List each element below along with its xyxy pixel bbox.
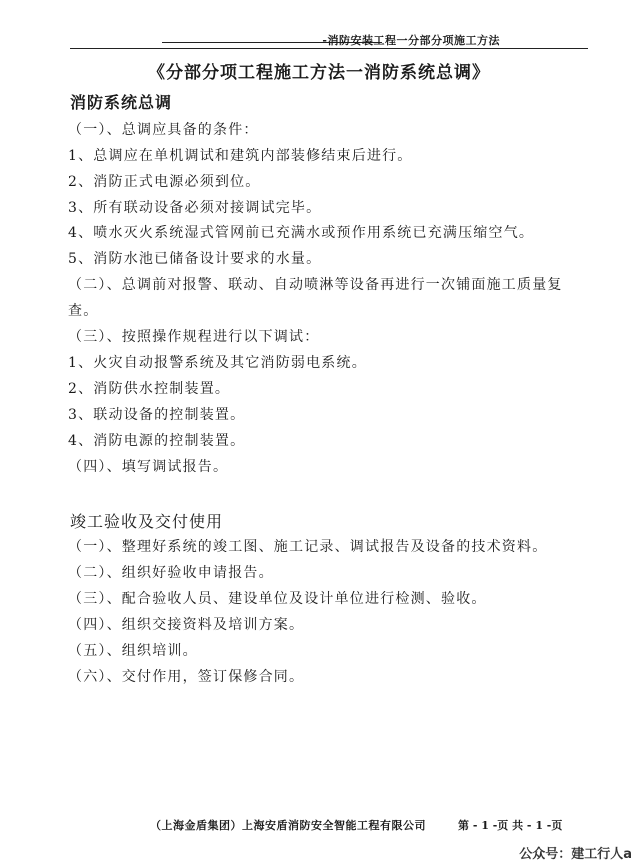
- section2-line: （一）、整理好系统的竣工图、施工记录、调试报告及设备的技术资料。: [68, 539, 548, 555]
- section-heading-acceptance: 竣工验收及交付使用: [70, 512, 224, 531]
- section2-line: （六）、交付作用，签订保修合同。: [68, 669, 305, 685]
- footer-page-number: 第 - 1 -页 共 - 1 -页: [458, 819, 563, 832]
- section1-line: （一）、总调应具备的条件：: [68, 122, 259, 138]
- document-title: 《分部分项工程施工方法一消防系统总调》: [148, 63, 490, 83]
- section1-line: 3、所有联动设备必须对接调试完毕。: [68, 200, 322, 216]
- section1-line: 4、喷水灭火系统湿式管网前已充满水或预作用系统已充满压缩空气。: [68, 225, 535, 241]
- section-heading-system-commissioning: 消防系统总调: [70, 93, 173, 112]
- section1-line: 5、消防水池已储备设计要求的水量。: [68, 251, 322, 267]
- header-running-title: -消防安装工程一分部分项施工方法: [322, 34, 500, 47]
- section1-line: 4、消防电源的控制装置。: [68, 433, 246, 449]
- section1-line: 1、总调应在单机调试和建筑内部装修结束后进行。: [68, 148, 413, 164]
- section2-line: （四）、组织交接资料及培训方案。: [68, 617, 305, 633]
- section1-line: 2、消防供水控制装置。: [68, 381, 231, 397]
- section1-line: 1、火灾自动报警系统及其它消防弱电系统。: [68, 355, 367, 371]
- section1-line: （四）、填写调试报告。: [68, 459, 229, 475]
- section1-line: 查。: [68, 303, 99, 319]
- page-header: [70, 30, 588, 49]
- footer-company: （上海金盾集团）上海安盾消防安全智能工程有限公司: [150, 819, 426, 832]
- section1-line: （三）、按照操作规程进行以下调试：: [68, 329, 320, 345]
- section1-line: 3、联动设备的控制装置。: [68, 407, 246, 423]
- section2-line: （三）、配合验收人员、建设单位及设计单位进行检测、验收。: [68, 591, 487, 607]
- section2-line: （五）、组织培训。: [68, 643, 198, 659]
- watermark-text: 公众号：建工行人a: [519, 847, 632, 862]
- section1-line: （二）、总调前对报警、联动、自动喷淋等设备再进行一次铺面施工质量复: [68, 277, 563, 293]
- section1-line: 2、消防正式电源必须到位。: [68, 174, 261, 190]
- section2-line: （二）、组织好验收申请报告。: [68, 565, 274, 581]
